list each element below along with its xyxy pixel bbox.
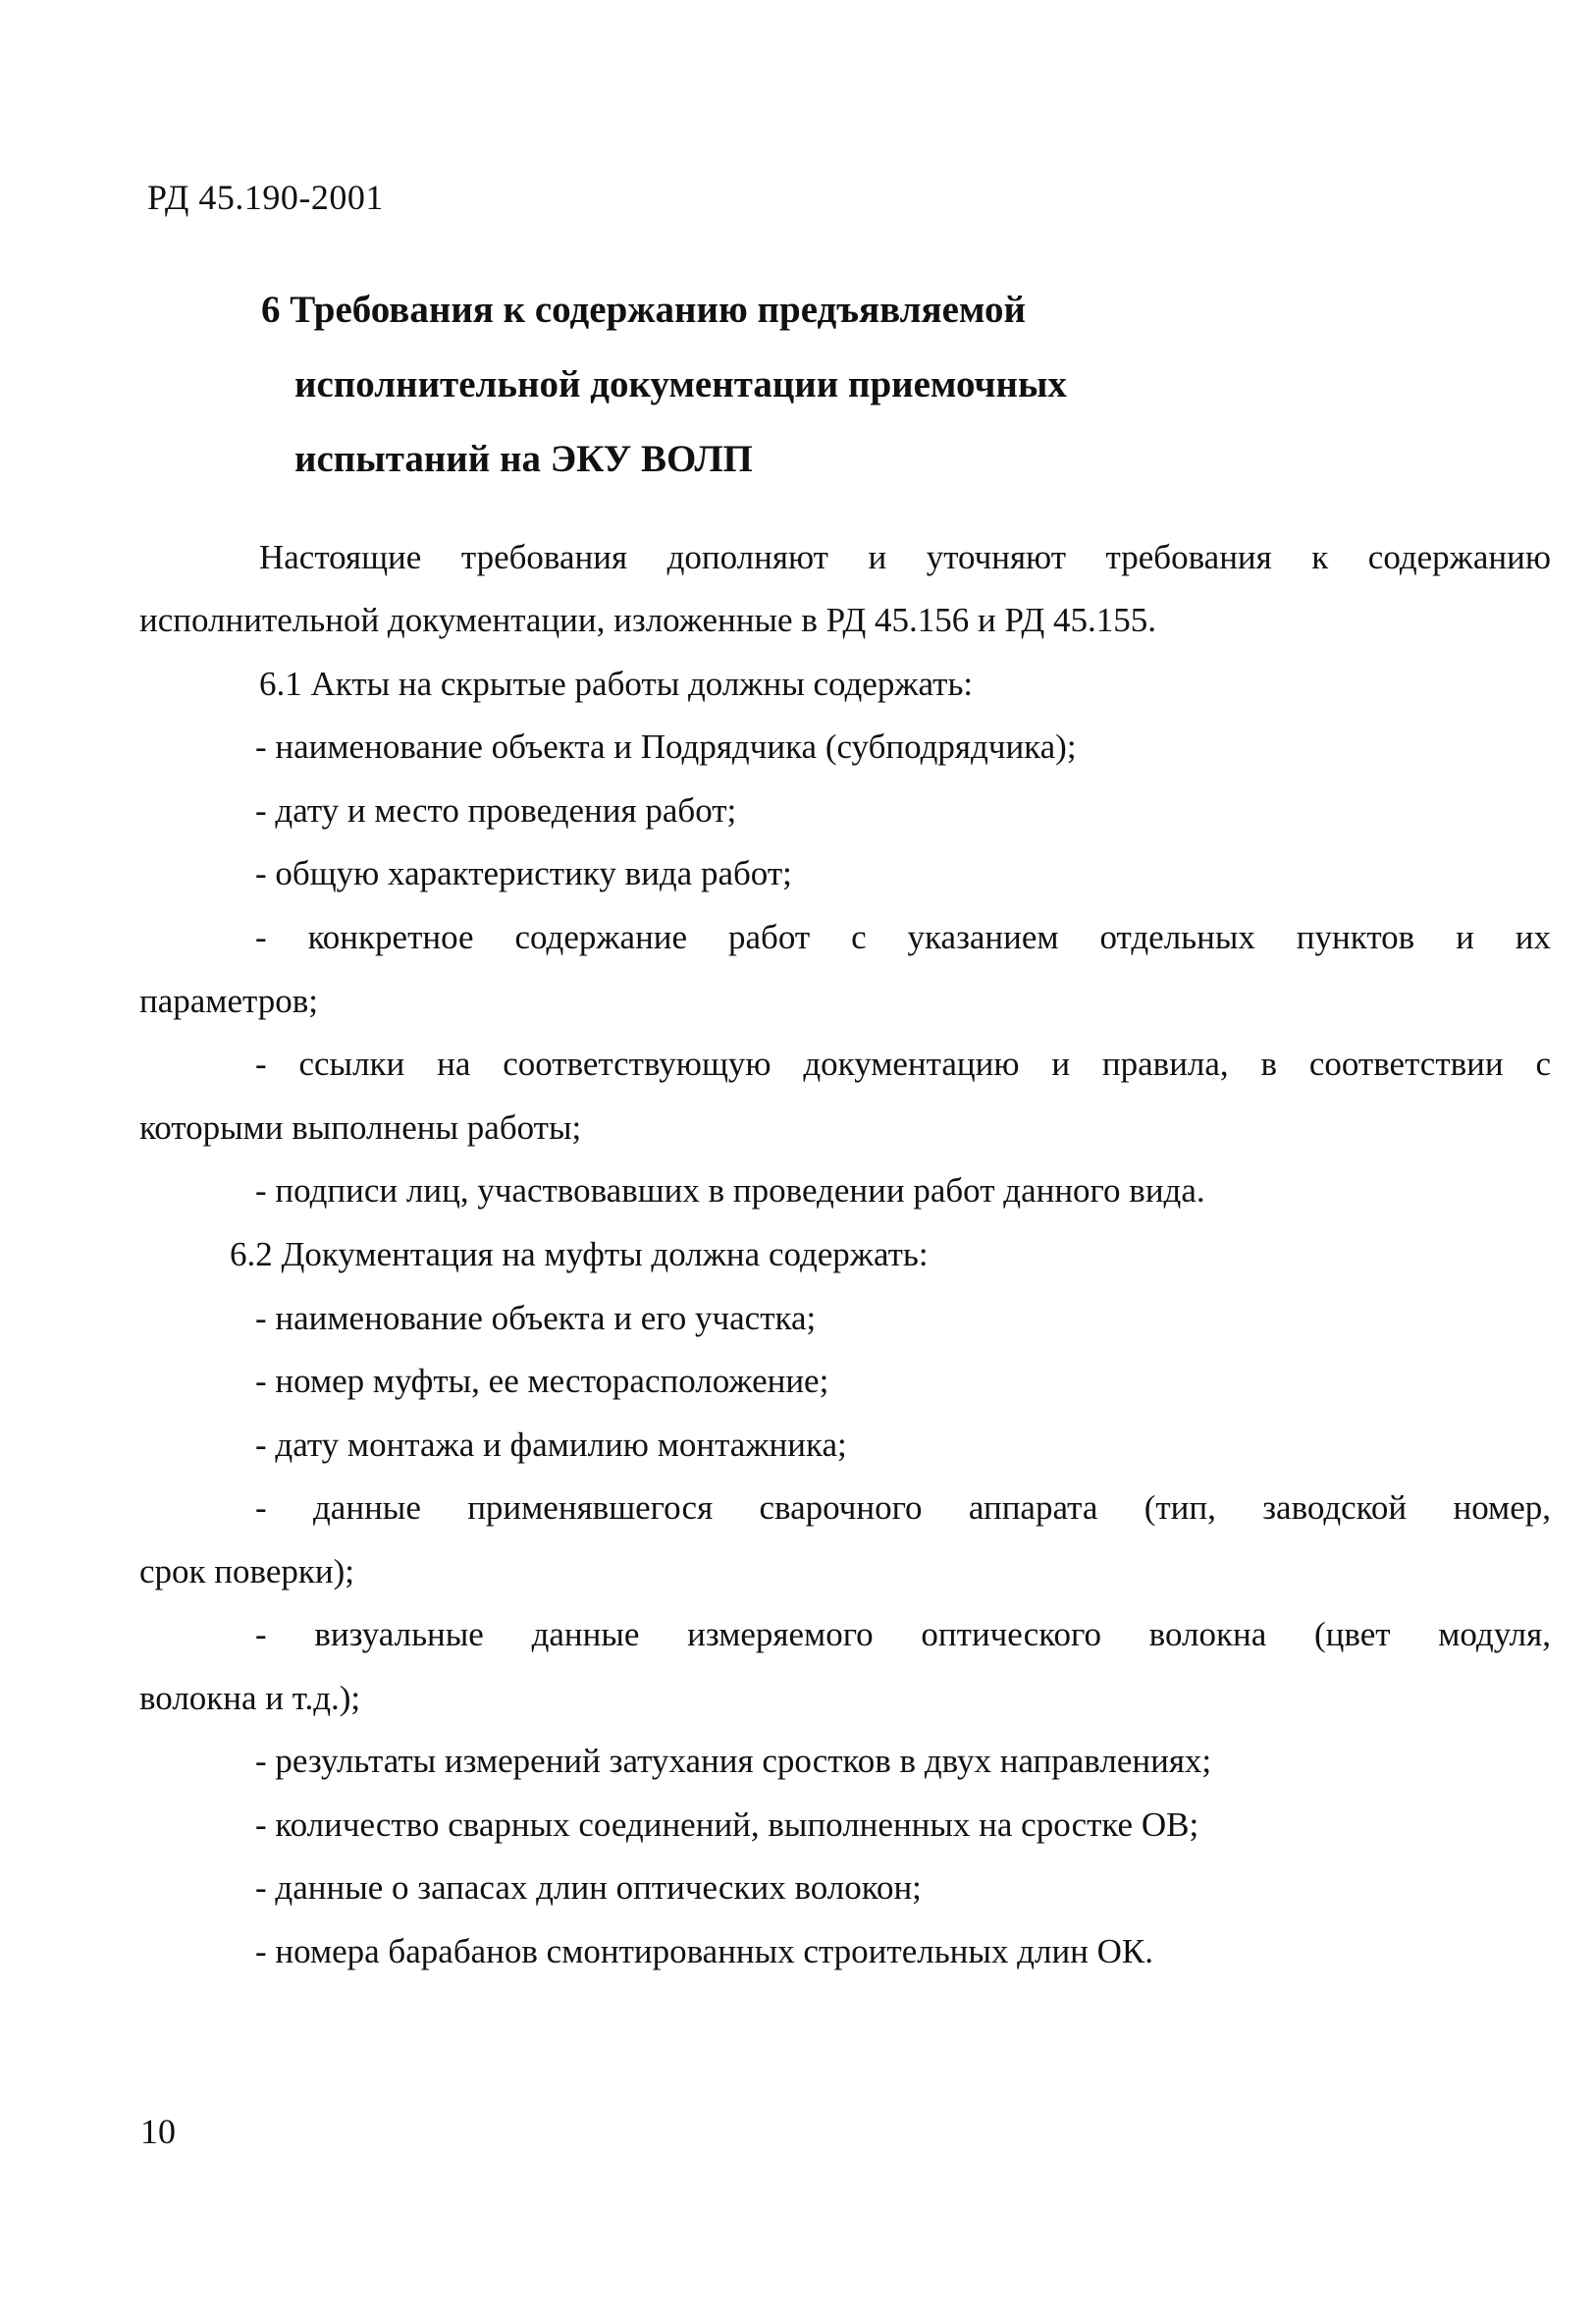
list-item-continuation: срок поверки); xyxy=(139,1552,354,1590)
document-code: РД 45.190-2001 xyxy=(147,178,384,217)
list-item: - дату и место проведения работ; xyxy=(255,791,737,830)
list-item: - подписи лиц, участвовавших в проведении работ данного вида. xyxy=(255,1171,1205,1210)
list-item: - наименование объекта и его участка; xyxy=(255,1299,817,1337)
paragraph-line: Настоящие требования дополняют и уточняют требования к содержанию xyxy=(259,538,1551,576)
list-item: - конкретное содержание работ с указанием отдельных пунктов и их xyxy=(255,918,1551,956)
clause-title: 6.2 Документация на муфты должна содержать: xyxy=(230,1235,929,1273)
body-text xyxy=(139,0,1551,2317)
list-item: - результаты измерений затухания сростков в двух направлениях; xyxy=(255,1742,1212,1780)
list-item: - визуальные данные измеряемого оптического волокна (цвет модуля, xyxy=(255,1615,1551,1653)
list-item: - данные о запасах длин оптических волокон; xyxy=(255,1868,922,1907)
list-item: - дату монтажа и фамилию монтажника; xyxy=(255,1426,847,1464)
list-item: - ссылки на соответствующую документацию и правила, в соответствии с xyxy=(255,1045,1551,1083)
list-item-continuation: параметров; xyxy=(139,982,318,1020)
list-item-continuation: волокна и т.д.); xyxy=(139,1679,361,1717)
clause-title: 6.1 Акты на скрытые работы должны содержать: xyxy=(259,665,974,703)
section-title-line: исполнительной документации приемочных xyxy=(294,363,1067,405)
section-title-line: 6 Требования к содержанию предъявляемой xyxy=(261,289,1026,331)
list-item: - номер муфты, ее месторасположение; xyxy=(255,1362,829,1400)
list-item-continuation: которыми выполнены работы; xyxy=(139,1108,582,1147)
section-title-line: испытаний на ЭКУ ВОЛП xyxy=(294,438,753,480)
list-item: - данные применявшегося сварочного аппарата (тип, заводской номер, xyxy=(255,1488,1551,1527)
list-item: - общую характеристику вида работ; xyxy=(255,854,792,892)
list-item: - номера барабанов смонтированных строительных длин ОК. xyxy=(255,1932,1154,1970)
list-item: - наименование объекта и Подрядчика (субподрядчика); xyxy=(255,727,1077,766)
list-item: - количество сварных соединений, выполненных на сростке ОВ; xyxy=(255,1805,1199,1844)
page-number: 10 xyxy=(140,2112,176,2151)
paragraph-line: исполнительной документации, изложенные в РД 45.156 и РД 45.155. xyxy=(139,601,1156,639)
